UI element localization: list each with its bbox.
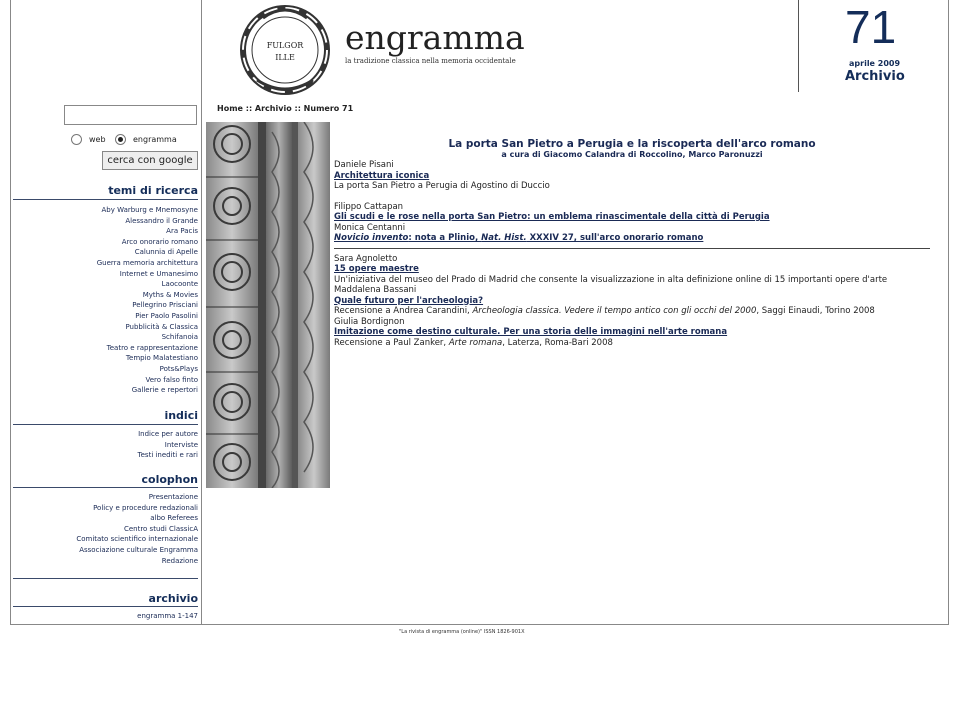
nav-item-temi[interactable]: Calunnia di Apelle <box>134 248 198 257</box>
nav-item-temi[interactable]: Arco onorario romano <box>121 237 198 246</box>
article-link[interactable]: Architettura iconica <box>334 170 430 181</box>
nav-item-temi[interactable]: Alessandro il Grande <box>125 216 198 225</box>
divider <box>13 606 198 607</box>
breadcrumb <box>217 104 353 113</box>
article-description <box>334 338 930 349</box>
article-entry <box>334 223 930 244</box>
article-author: Giulia Bordignon <box>334 316 405 327</box>
article-link[interactable]: Imitazione come destino culturale. Per una storia delle immagini nell'arte romana <box>334 327 728 337</box>
divider <box>13 487 198 488</box>
nav-item-temi[interactable]: Pubblicità & Classica <box>125 322 198 331</box>
archivio-list <box>13 611 198 622</box>
logo-tagline: la tradizione classica nella memoria occidentale <box>345 57 516 65</box>
nav-item-temi[interactable]: Guerra memoria architettura <box>96 258 198 267</box>
nav-item-indici[interactable]: Interviste <box>164 440 198 449</box>
nav-item-temi[interactable]: Pellegrino Prisciani <box>132 301 198 310</box>
nav-item-temi[interactable]: Laocoonte <box>161 280 198 289</box>
section-heading-temi: temi di ricerca <box>108 184 198 197</box>
seal-text: FULGOR ILLE <box>266 41 304 62</box>
article-entry <box>334 317 930 349</box>
search-input[interactable] <box>64 105 197 125</box>
section-heading-colophon: colophon <box>141 473 198 486</box>
divider <box>13 578 198 579</box>
article-link-text: : nota a Plinio, <box>408 233 482 243</box>
indici-list <box>13 429 198 461</box>
logo-name: engramma <box>345 18 525 57</box>
article-link[interactable]: Quale futuro per l'archeologia? <box>334 295 484 306</box>
article-link-italic: Novicio invento <box>334 233 409 243</box>
issue-archive-link[interactable]: Archivio <box>845 69 905 84</box>
temi-list <box>13 205 198 396</box>
divider <box>13 199 198 200</box>
nav-item-temi[interactable]: Tempio Malatestiano <box>125 354 198 363</box>
main-content <box>334 138 930 348</box>
article-link[interactable]: Gli scudi e le rose nella porta San Pietro: un emblema rinascimentale della città di Perugia <box>334 212 770 222</box>
breadcrumb-separator: :: <box>242 104 255 113</box>
breadcrumb-numero[interactable]: Numero 71 <box>303 104 354 113</box>
nav-item-colophon[interactable]: Policy e procedure redazionali <box>93 503 198 512</box>
nav-item-temi[interactable]: Schifanoia <box>161 333 198 342</box>
article-entry <box>334 254 930 286</box>
nav-item-archivio[interactable]: engramma 1-147 <box>137 612 198 620</box>
nav-item-colophon[interactable]: Redazione <box>161 556 198 565</box>
radio-web[interactable] <box>71 134 106 145</box>
footer-issn: "La rivista di engramma (online)" ISSN 1826-901X <box>399 629 525 635</box>
article-author: Maddalena Bassani <box>334 285 417 295</box>
article-description <box>334 306 930 317</box>
colophon-list <box>13 492 198 566</box>
nav-item-temi[interactable]: Myths & Movies <box>142 290 198 299</box>
nav-item-indici[interactable]: Testi inediti e rari <box>137 451 198 460</box>
site-logo[interactable] <box>233 0 553 100</box>
nav-item-temi[interactable]: Pier Paolo Pasolini <box>135 311 198 320</box>
desc-italic: Arte romana <box>448 337 503 348</box>
nav-item-colophon[interactable]: Associazione culturale Engramma <box>79 545 198 554</box>
nav-item-temi[interactable]: Pots&Plays <box>159 364 198 373</box>
radio-web-label: web <box>89 135 106 144</box>
desc-text: Recensione a Andrea Carandini, <box>334 306 473 316</box>
divider <box>334 248 930 249</box>
desc-italic: Archeologia classica. Vedere il tempo antico con gli occhi del 2000 <box>472 306 757 316</box>
nav-item-temi[interactable]: Ara Pacis <box>166 227 198 236</box>
nav-item-colophon[interactable]: Presentazione <box>148 493 198 501</box>
desc-text: , Saggi Einaudi, Torino 2008 <box>756 306 875 316</box>
nav-item-colophon[interactable]: albo Referees <box>150 514 198 523</box>
relief-image-icon <box>206 122 330 488</box>
radio-engramma-label: engramma <box>133 135 177 144</box>
nav-item-indici[interactable]: Indice per autore <box>138 430 198 438</box>
nav-item-temi[interactable]: Vero falso finto <box>145 375 198 384</box>
article-link[interactable]: 15 opere maestre <box>334 264 419 274</box>
article-description: La porta San Pietro a Perugia di Agostino di Duccio <box>334 181 550 191</box>
article-author: Monica Centanni <box>334 222 406 233</box>
desc-text: Recensione a Paul Zanker, <box>334 337 449 348</box>
google-search-button[interactable]: cerca con google <box>102 151 198 170</box>
article-entry <box>334 160 930 192</box>
desc-text: , Laterza, Roma-Bari 2008 <box>502 337 613 348</box>
article-link[interactable] <box>334 233 930 244</box>
nav-item-temi[interactable]: Teatro e rappresentazione <box>106 343 198 352</box>
article-author: Filippo Cattapan <box>334 201 404 212</box>
article-author: Daniele Pisani <box>334 160 394 170</box>
issue-box <box>798 0 951 92</box>
breadcrumb-archivio[interactable]: Archivio <box>254 104 292 113</box>
nav-item-colophon[interactable]: Comitato scientifico internazionale <box>76 535 198 544</box>
article-link-italic: Nat. Hist. <box>481 233 527 243</box>
section-heading-archivio: archivio <box>148 592 198 605</box>
article-entry <box>334 202 930 223</box>
breadcrumb-home[interactable]: Home <box>217 104 243 113</box>
article-author: Sara Agnoletto <box>334 253 398 264</box>
issue-date: aprile 2009 <box>849 59 901 68</box>
breadcrumb-separator: :: <box>291 104 304 113</box>
nav-item-temi[interactable]: Aby Warburg e Mnemosyne <box>101 206 198 214</box>
page-title: La porta San Pietro a Perugia e la riscoperta dell'arco romano <box>448 138 816 150</box>
radio-engramma[interactable] <box>115 134 177 145</box>
nav-item-temi[interactable]: Gallerie e repertori <box>131 386 198 395</box>
article-entry <box>334 285 930 317</box>
radio-engramma-button[interactable] <box>115 134 126 145</box>
porta-san-pietro-photo <box>206 122 330 488</box>
divider <box>13 424 198 425</box>
article-description: Un'iniziativa del museo del Prado di Madrid che consente la visualizzazione in alta definizione online di 15 importanti opere d'arte <box>334 274 888 285</box>
article-link-text: XXXIV 27, sull'arco onorario romano <box>526 233 704 243</box>
nav-item-colophon[interactable]: Centro studi ClassicA <box>123 524 198 533</box>
section-heading-indici: indici <box>164 409 198 422</box>
issue-number: 71 <box>845 1 897 53</box>
radio-web-button[interactable] <box>71 134 82 145</box>
nav-item-temi[interactable]: Internet e Umanesimo <box>119 269 198 278</box>
curators: a cura di Giacomo Calandra di Roccolino, Marco Paronuzzi <box>501 150 763 159</box>
